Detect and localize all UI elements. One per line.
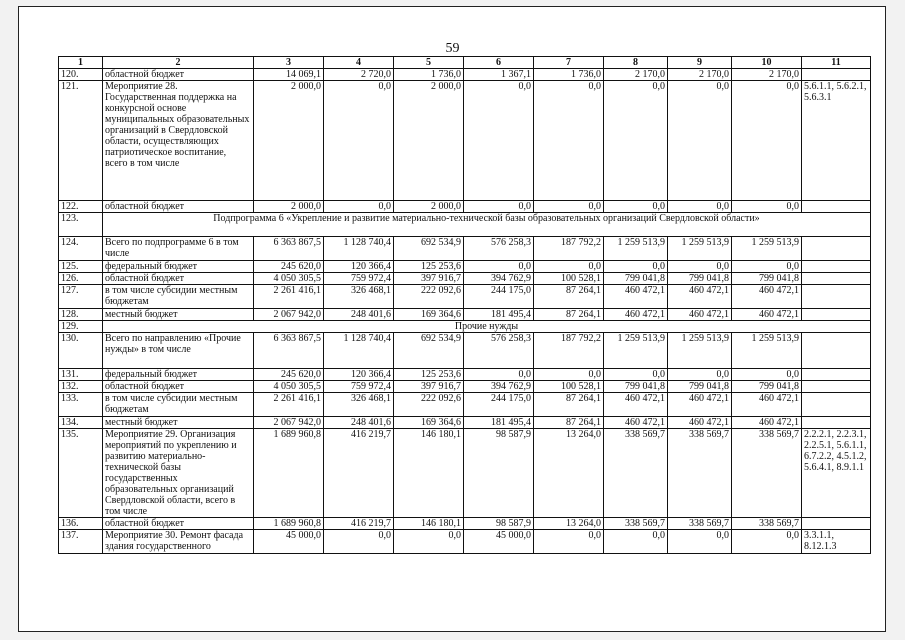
value-cell: 120 366,4: [324, 261, 394, 273]
value-cell: 460 472,1: [732, 417, 802, 429]
value-cell: 1 128 740,4: [324, 237, 394, 261]
table-row: [59, 285, 871, 309]
value-cell: 87 264,1: [534, 309, 604, 321]
row-number: 124.: [59, 237, 103, 261]
row-number: 129.: [59, 321, 103, 333]
value-cell: 169 364,6: [394, 309, 464, 321]
value-cell: 0,0: [668, 369, 732, 381]
value-cell: 87 264,1: [534, 417, 604, 429]
table-row: [59, 417, 871, 429]
target-indicators: 5.6.1.1, 5.6.2.1, 5.6.3.1: [802, 81, 871, 201]
value-cell: 576 258,3: [464, 237, 534, 261]
value-cell: 338 569,7: [604, 429, 668, 518]
value-cell: 1 736,0: [394, 69, 464, 81]
value-cell: 2 170,0: [732, 69, 802, 81]
value-cell: 338 569,7: [732, 429, 802, 518]
row-name: областной бюджет: [103, 381, 254, 393]
value-cell: 0,0: [604, 530, 668, 554]
value-cell: 125 253,6: [394, 261, 464, 273]
row-number: 128.: [59, 309, 103, 321]
value-cell: 248 401,6: [324, 309, 394, 321]
value-cell: 460 472,1: [604, 285, 668, 309]
value-cell: 692 534,9: [394, 333, 464, 369]
value-cell: 460 472,1: [604, 393, 668, 417]
target-indicators: [802, 201, 871, 213]
value-cell: 326 468,1: [324, 393, 394, 417]
row-name: Всего по подпрограмме 6 в том числе: [103, 237, 254, 261]
value-cell: 2 000,0: [394, 81, 464, 201]
target-indicators: [802, 333, 871, 369]
value-cell: 460 472,1: [604, 417, 668, 429]
value-cell: 245 620,0: [254, 369, 324, 381]
row-number: 123.: [59, 213, 103, 237]
column-header: 8: [604, 57, 668, 69]
row-name: федеральный бюджет: [103, 261, 254, 273]
row-number: 122.: [59, 201, 103, 213]
row-number: 125.: [59, 261, 103, 273]
value-cell: 87 264,1: [534, 393, 604, 417]
value-cell: 0,0: [534, 261, 604, 273]
value-cell: 100 528,1: [534, 273, 604, 285]
value-cell: 394 762,9: [464, 273, 534, 285]
column-header: 3: [254, 57, 324, 69]
page-number: 59: [445, 41, 460, 56]
row-number: 126.: [59, 273, 103, 285]
row-name: областной бюджет: [103, 201, 254, 213]
row-name: Мероприятие 29. Организация мероприятий по укреплению и развитию материально-технической базы государственных образовательных организаций Свердловской области, всего в том числе: [103, 429, 254, 518]
value-cell: 0,0: [534, 369, 604, 381]
value-cell: 692 534,9: [394, 237, 464, 261]
value-cell: 14 069,1: [254, 69, 324, 81]
value-cell: 2 067 942,0: [254, 417, 324, 429]
value-cell: 460 472,1: [668, 309, 732, 321]
row-number: 130.: [59, 333, 103, 369]
value-cell: 2 000,0: [394, 201, 464, 213]
row-name: в том числе субсидии местным бюджетам: [103, 285, 254, 309]
value-cell: 98 587,9: [464, 429, 534, 518]
value-cell: 1 736,0: [534, 69, 604, 81]
value-cell: 0,0: [534, 530, 604, 554]
value-cell: 799 041,8: [732, 273, 802, 285]
row-name: Мероприятие 28. Государственная поддержка на конкурсной основе муниципальных образовательных организаций в Свердловской области, осуществляющих патриотическое воспитание, всего в том числе: [103, 81, 254, 201]
section-title: Подпрограмма 6 «Укрепление и развитие материально-технической базы образовательных организаций Свердловской области»: [103, 213, 871, 237]
value-cell: 120 366,4: [324, 369, 394, 381]
value-cell: 13 264,0: [534, 518, 604, 530]
value-cell: 460 472,1: [668, 417, 732, 429]
value-cell: 1 689 960,8: [254, 429, 324, 518]
target-indicators: [802, 69, 871, 81]
value-cell: 87 264,1: [534, 285, 604, 309]
value-cell: 759 972,4: [324, 273, 394, 285]
row-name: Всего по направлению «Прочие нужды» в том числе: [103, 333, 254, 369]
value-cell: 799 041,8: [732, 381, 802, 393]
table-row: [59, 69, 871, 81]
target-indicators: [802, 309, 871, 321]
value-cell: 799 041,8: [668, 273, 732, 285]
table-row: [59, 369, 871, 381]
row-number: 137.: [59, 530, 103, 554]
column-header: 6: [464, 57, 534, 69]
value-cell: 248 401,6: [324, 417, 394, 429]
target-indicators: [802, 381, 871, 393]
value-cell: 2 261 416,1: [254, 393, 324, 417]
section-row: [59, 321, 871, 333]
value-cell: 0,0: [394, 530, 464, 554]
row-number: 127.: [59, 285, 103, 309]
value-cell: 0,0: [668, 261, 732, 273]
target-indicators: [802, 518, 871, 530]
row-name: областной бюджет: [103, 69, 254, 81]
value-cell: 169 364,6: [394, 417, 464, 429]
table-row: [59, 518, 871, 530]
target-indicators: [802, 237, 871, 261]
table-row: [59, 261, 871, 273]
value-cell: 397 916,7: [394, 381, 464, 393]
value-cell: 146 180,1: [394, 429, 464, 518]
table-row: [59, 201, 871, 213]
value-cell: 460 472,1: [668, 393, 732, 417]
target-indicators: [802, 273, 871, 285]
value-cell: 394 762,9: [464, 381, 534, 393]
value-cell: 1 259 513,9: [732, 333, 802, 369]
value-cell: 338 569,7: [668, 429, 732, 518]
value-cell: 460 472,1: [732, 393, 802, 417]
row-name: в том числе субсидии местным бюджетам: [103, 393, 254, 417]
value-cell: 1 259 513,9: [668, 333, 732, 369]
table-row: [59, 530, 871, 554]
value-cell: 0,0: [464, 369, 534, 381]
value-cell: 338 569,7: [732, 518, 802, 530]
value-cell: 799 041,8: [604, 381, 668, 393]
value-cell: 6 363 867,5: [254, 237, 324, 261]
value-cell: 416 219,7: [324, 518, 394, 530]
row-number: 120.: [59, 69, 103, 81]
target-indicators: 3.3.1.1, 8.12.1.3: [802, 530, 871, 554]
value-cell: 245 620,0: [254, 261, 324, 273]
value-cell: 0,0: [324, 81, 394, 201]
value-cell: 0,0: [604, 261, 668, 273]
table-row: [59, 237, 871, 261]
value-cell: 2 261 416,1: [254, 285, 324, 309]
value-cell: 187 792,2: [534, 237, 604, 261]
value-cell: 2 170,0: [668, 69, 732, 81]
value-cell: 1 128 740,4: [324, 333, 394, 369]
value-cell: 0,0: [464, 201, 534, 213]
value-cell: 0,0: [604, 201, 668, 213]
value-cell: 181 495,4: [464, 309, 534, 321]
column-header: 5: [394, 57, 464, 69]
value-cell: 244 175,0: [464, 285, 534, 309]
value-cell: 2 170,0: [604, 69, 668, 81]
value-cell: 460 472,1: [732, 309, 802, 321]
value-cell: 576 258,3: [464, 333, 534, 369]
value-cell: 0,0: [464, 81, 534, 201]
value-cell: 0,0: [534, 201, 604, 213]
value-cell: 6 363 867,5: [254, 333, 324, 369]
row-name: федеральный бюджет: [103, 369, 254, 381]
value-cell: 0,0: [324, 201, 394, 213]
row-number: 121.: [59, 81, 103, 201]
budget-table: [58, 56, 871, 554]
value-cell: 2 000,0: [254, 81, 324, 201]
target-indicators: [802, 369, 871, 381]
value-cell: 1 259 513,9: [732, 237, 802, 261]
value-cell: 0,0: [732, 261, 802, 273]
table-row: [59, 429, 871, 518]
column-header: 10: [732, 57, 802, 69]
row-name: областной бюджет: [103, 518, 254, 530]
column-header: 1: [59, 57, 103, 69]
value-cell: 338 569,7: [604, 518, 668, 530]
value-cell: 0,0: [668, 81, 732, 201]
value-cell: 181 495,4: [464, 417, 534, 429]
column-header: 2: [103, 57, 254, 69]
section-row: [59, 213, 871, 237]
table-row: [59, 81, 871, 201]
table-row: [59, 333, 871, 369]
value-cell: 125 253,6: [394, 369, 464, 381]
value-cell: 0,0: [604, 81, 668, 201]
table-row: [59, 273, 871, 285]
value-cell: 222 092,6: [394, 285, 464, 309]
value-cell: 1 689 960,8: [254, 518, 324, 530]
value-cell: 0,0: [668, 201, 732, 213]
value-cell: 759 972,4: [324, 381, 394, 393]
value-cell: 2 720,0: [324, 69, 394, 81]
row-number: 135.: [59, 429, 103, 518]
value-cell: 0,0: [464, 261, 534, 273]
value-cell: 13 264,0: [534, 429, 604, 518]
value-cell: 416 219,7: [324, 429, 394, 518]
value-cell: 0,0: [732, 530, 802, 554]
value-cell: 799 041,8: [604, 273, 668, 285]
value-cell: 460 472,1: [732, 285, 802, 309]
value-cell: 0,0: [668, 530, 732, 554]
row-number: 132.: [59, 381, 103, 393]
value-cell: 98 587,9: [464, 518, 534, 530]
table-header-row: [59, 57, 871, 69]
value-cell: 1 259 513,9: [604, 237, 668, 261]
row-number: 133.: [59, 393, 103, 417]
value-cell: 4 050 305,5: [254, 273, 324, 285]
table-row: [59, 381, 871, 393]
value-cell: 4 050 305,5: [254, 381, 324, 393]
value-cell: 0,0: [732, 369, 802, 381]
value-cell: 338 569,7: [668, 518, 732, 530]
value-cell: 187 792,2: [534, 333, 604, 369]
column-header: 7: [534, 57, 604, 69]
row-number: 131.: [59, 369, 103, 381]
value-cell: 460 472,1: [604, 309, 668, 321]
target-indicators: [802, 285, 871, 309]
value-cell: 222 092,6: [394, 393, 464, 417]
value-cell: 146 180,1: [394, 518, 464, 530]
target-indicators: [802, 393, 871, 417]
value-cell: 244 175,0: [464, 393, 534, 417]
section-title: Прочие нужды: [103, 321, 871, 333]
value-cell: 397 916,7: [394, 273, 464, 285]
value-cell: 100 528,1: [534, 381, 604, 393]
value-cell: 2 000,0: [254, 201, 324, 213]
value-cell: 460 472,1: [668, 285, 732, 309]
row-name: местный бюджет: [103, 417, 254, 429]
target-indicators: [802, 261, 871, 273]
column-header: 11: [802, 57, 871, 69]
value-cell: 2 067 942,0: [254, 309, 324, 321]
row-number: 134.: [59, 417, 103, 429]
value-cell: 0,0: [732, 81, 802, 201]
target-indicators: 2.2.2.1, 2.2.3.1, 2.2.5.1, 5.6.1.1, 6.7.2.2, 4.5.1.2, 5.6.4.1, 8.9.1.1: [802, 429, 871, 518]
value-cell: 1 367,1: [464, 69, 534, 81]
row-name: областной бюджет: [103, 273, 254, 285]
value-cell: 326 468,1: [324, 285, 394, 309]
row-name: местный бюджет: [103, 309, 254, 321]
value-cell: 1 259 513,9: [604, 333, 668, 369]
table-row: [59, 393, 871, 417]
value-cell: 0,0: [732, 201, 802, 213]
value-cell: 0,0: [324, 530, 394, 554]
column-header: 9: [668, 57, 732, 69]
column-header: 4: [324, 57, 394, 69]
value-cell: 0,0: [534, 81, 604, 201]
value-cell: 799 041,8: [668, 381, 732, 393]
row-number: 136.: [59, 518, 103, 530]
value-cell: 1 259 513,9: [668, 237, 732, 261]
value-cell: 0,0: [604, 369, 668, 381]
target-indicators: [802, 417, 871, 429]
table-row: [59, 309, 871, 321]
value-cell: 45 000,0: [464, 530, 534, 554]
value-cell: 45 000,0: [254, 530, 324, 554]
row-name: Мероприятие 30. Ремонт фасада здания государственного: [103, 530, 254, 554]
